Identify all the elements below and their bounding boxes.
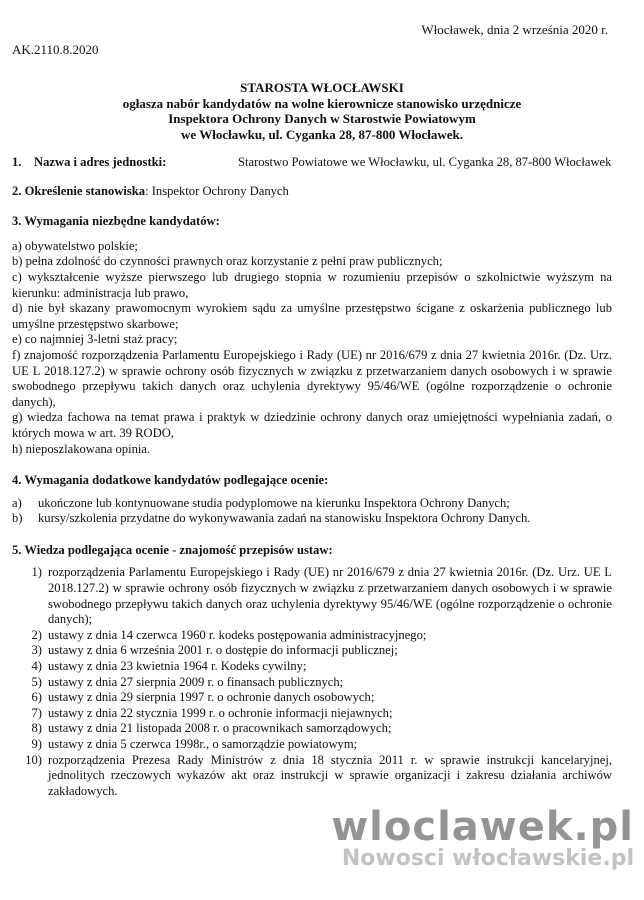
list-item (12, 706, 612, 722)
list-item (12, 721, 612, 737)
laws-list (12, 565, 612, 799)
requirements-list (12, 239, 612, 457)
list-marker: 2) (31, 627, 42, 642)
list-marker: 1) (31, 565, 42, 580)
section-1-label: Nazwa i adres jednostki: (34, 155, 167, 169)
list-item (12, 511, 612, 527)
list-item: b) pełna zdolność do czynności prawnych oraz korzystanie z pełni praw publicznych; (12, 254, 443, 269)
document-date: Włocławek, dnia 2 września 2020 r. (421, 22, 608, 37)
list-marker: 7) (31, 705, 42, 720)
list-text: rozporządzenia Parlamentu Europejskiego i Rady (UE) nr 2016/679 z dnia 27 kwietnia 2016r. (Dz. Urz. UE L 2018.127.2) w sprawie ochrony osób fizycznych w związku z przetwarzaniem danych osobowych i w sprawie swobodnego przepływu takich danych oraz uchylenia dyrektywy 95/46/WE (ogólne rozporządzenie o ochronie danych); (48, 565, 612, 627)
list-text: ustawy z dnia 22 stycznia 1999 r. o ochronie informacji niejawnych; (48, 705, 393, 720)
site-watermark (331, 805, 634, 871)
list-item: c) wykształcenie wyższe pierwszego lub drugiego stopnia w rozumieniu przepisów o szkolnictwie wyższym na kierunku: administracja lub prawo, (12, 269, 612, 300)
additional-requirements-list (12, 496, 612, 527)
list-marker: 5) (31, 674, 42, 689)
list-marker: 3) (31, 643, 42, 658)
list-item: e) co najmniej 3-letni staż pracy; (12, 332, 178, 347)
list-item: g) wiedza fachowa na temat prawa i praktyk w dziedzinie ochrony danych oraz umiejętności wypełniania zadań, o których mowa w art. 39 RODO, (12, 410, 612, 440)
watermark-line-2: Nowosci włocławskie.pl (341, 846, 634, 871)
list-item (12, 737, 612, 753)
document-heading (0, 80, 644, 142)
list-item: f) znajomość rozporządzenia Parlamentu Europejskiego i Rady (UE) nr 2016/679 z dnia 27 kwietnia 2016r. (Dz. Urz. UE L 2018.127.2) w sprawie ochrony osób fizycznych w związku z przetwarzaniem danych osobowych i w sprawie swobodnego przepływu takich danych oraz uchylenia dyrektywy 95/46/WE (ogólne rozporządzenie o ochronie danych), (12, 347, 612, 409)
heading-line-3: Inspektora Ochrony Danych w Starostwie Powiatowym (168, 111, 476, 126)
list-text: ustawy z dnia 23 kwietnia 1964 r. Kodeks cywilny; (48, 659, 307, 674)
section-position (12, 184, 612, 200)
section-knowledge (12, 543, 612, 800)
section-requirements (12, 214, 612, 457)
list-marker: 8) (31, 721, 42, 736)
section-3-title: 3. Wymagania niezbędne kandydatów: (12, 214, 220, 229)
section-5-title: 5. Wiedza podlegająca ocenie - znajomość przepisów ustaw: (12, 542, 333, 557)
heading-line-2: ogłasza nabór kandydatów na wolne kierownicze stanowisko urzędnicze (122, 95, 522, 111)
section-4-title: 4. Wymagania dodatkowe kandydatów podlegające ocenie: (12, 473, 329, 488)
list-item (12, 628, 612, 644)
list-text: kursy/szkolenia przydatne do wykonywawania zadań na stanowisku Inspektora Ochrony Danych. (38, 511, 531, 526)
list-item (12, 675, 612, 691)
list-text: ustawy z dnia 5 czerwca 1998r., o samorządzie powiatowym; (48, 737, 358, 751)
list-marker: a) (12, 495, 22, 510)
document-reference: AK.2110.8.2020 (12, 42, 99, 57)
document-body (12, 155, 612, 799)
list-text: ustawy z dnia 14 czerwca 1960 r. kodeks postępowania administracyjnego; (48, 627, 427, 642)
section-1-number: 1. (12, 155, 22, 169)
list-item (12, 753, 612, 800)
section-1-value: Starostwo Powiatowe we Włocławku, ul. Cyganka 28, 87-800 Włocławek (238, 155, 612, 169)
list-marker: b) (12, 511, 23, 526)
list-item (12, 690, 612, 706)
list-text: ukończone lub kontynuowane studia podyplomowe na kierunku Inspektora Ochrony Danych; (38, 495, 510, 510)
list-item (12, 659, 612, 675)
list-marker: 4) (31, 659, 42, 674)
list-text: ustawy z dnia 29 sierpnia 1997 r. o ochronie danych osobowych; (48, 690, 375, 705)
list-marker: 9) (31, 737, 42, 751)
list-item: h) nieposzlakowana opinia. (12, 441, 151, 456)
list-item (12, 565, 612, 627)
watermark-line-1: wloclawek.pl (331, 804, 634, 850)
list-item (12, 643, 612, 659)
list-text: ustawy z dnia 27 sierpnia 2009 r. o finansach publicznych; (48, 674, 344, 689)
list-marker: 10) (25, 752, 42, 767)
heading-line-1: STAROSTA WŁOCŁAWSKI (240, 80, 404, 95)
list-text: rozporządzenia Prezesa Rady Ministrów z dnia 18 stycznia 2011 r. w sprawie instrukcji kancelaryjnej, jednolitych rzeczowych wykazów akt oraz instrukcji w sprawie organizacji i zakresu działania archiwów zakładowych. (48, 752, 612, 798)
heading-line-4: we Włocławku, ul. Cyganka 28, 87-800 Włocławek. (181, 126, 463, 142)
list-item: d) nie był skazany prawomocnym wyrokiem sądu za umyślne przestępstwo ścigane z oskarżenia publicznego lub umyślne przestępstwo skarbowe; (12, 301, 612, 331)
section-unit (12, 155, 612, 171)
list-text: ustawy z dnia 6 września 2001 r. o dostępie do informacji publicznej; (48, 643, 398, 658)
section-additional-requirements (12, 473, 612, 527)
list-text: ustawy z dnia 21 listopada 2008 r. o pracownikach samorządowych; (48, 721, 392, 736)
list-marker: 6) (31, 690, 42, 705)
list-item (12, 496, 612, 512)
section-2-value: : Inspektor Ochrony Danych (145, 183, 289, 198)
section-2-label: 2. Określenie stanowiska (12, 183, 146, 198)
list-item: a) obywatelstwo polskie; (12, 238, 138, 253)
